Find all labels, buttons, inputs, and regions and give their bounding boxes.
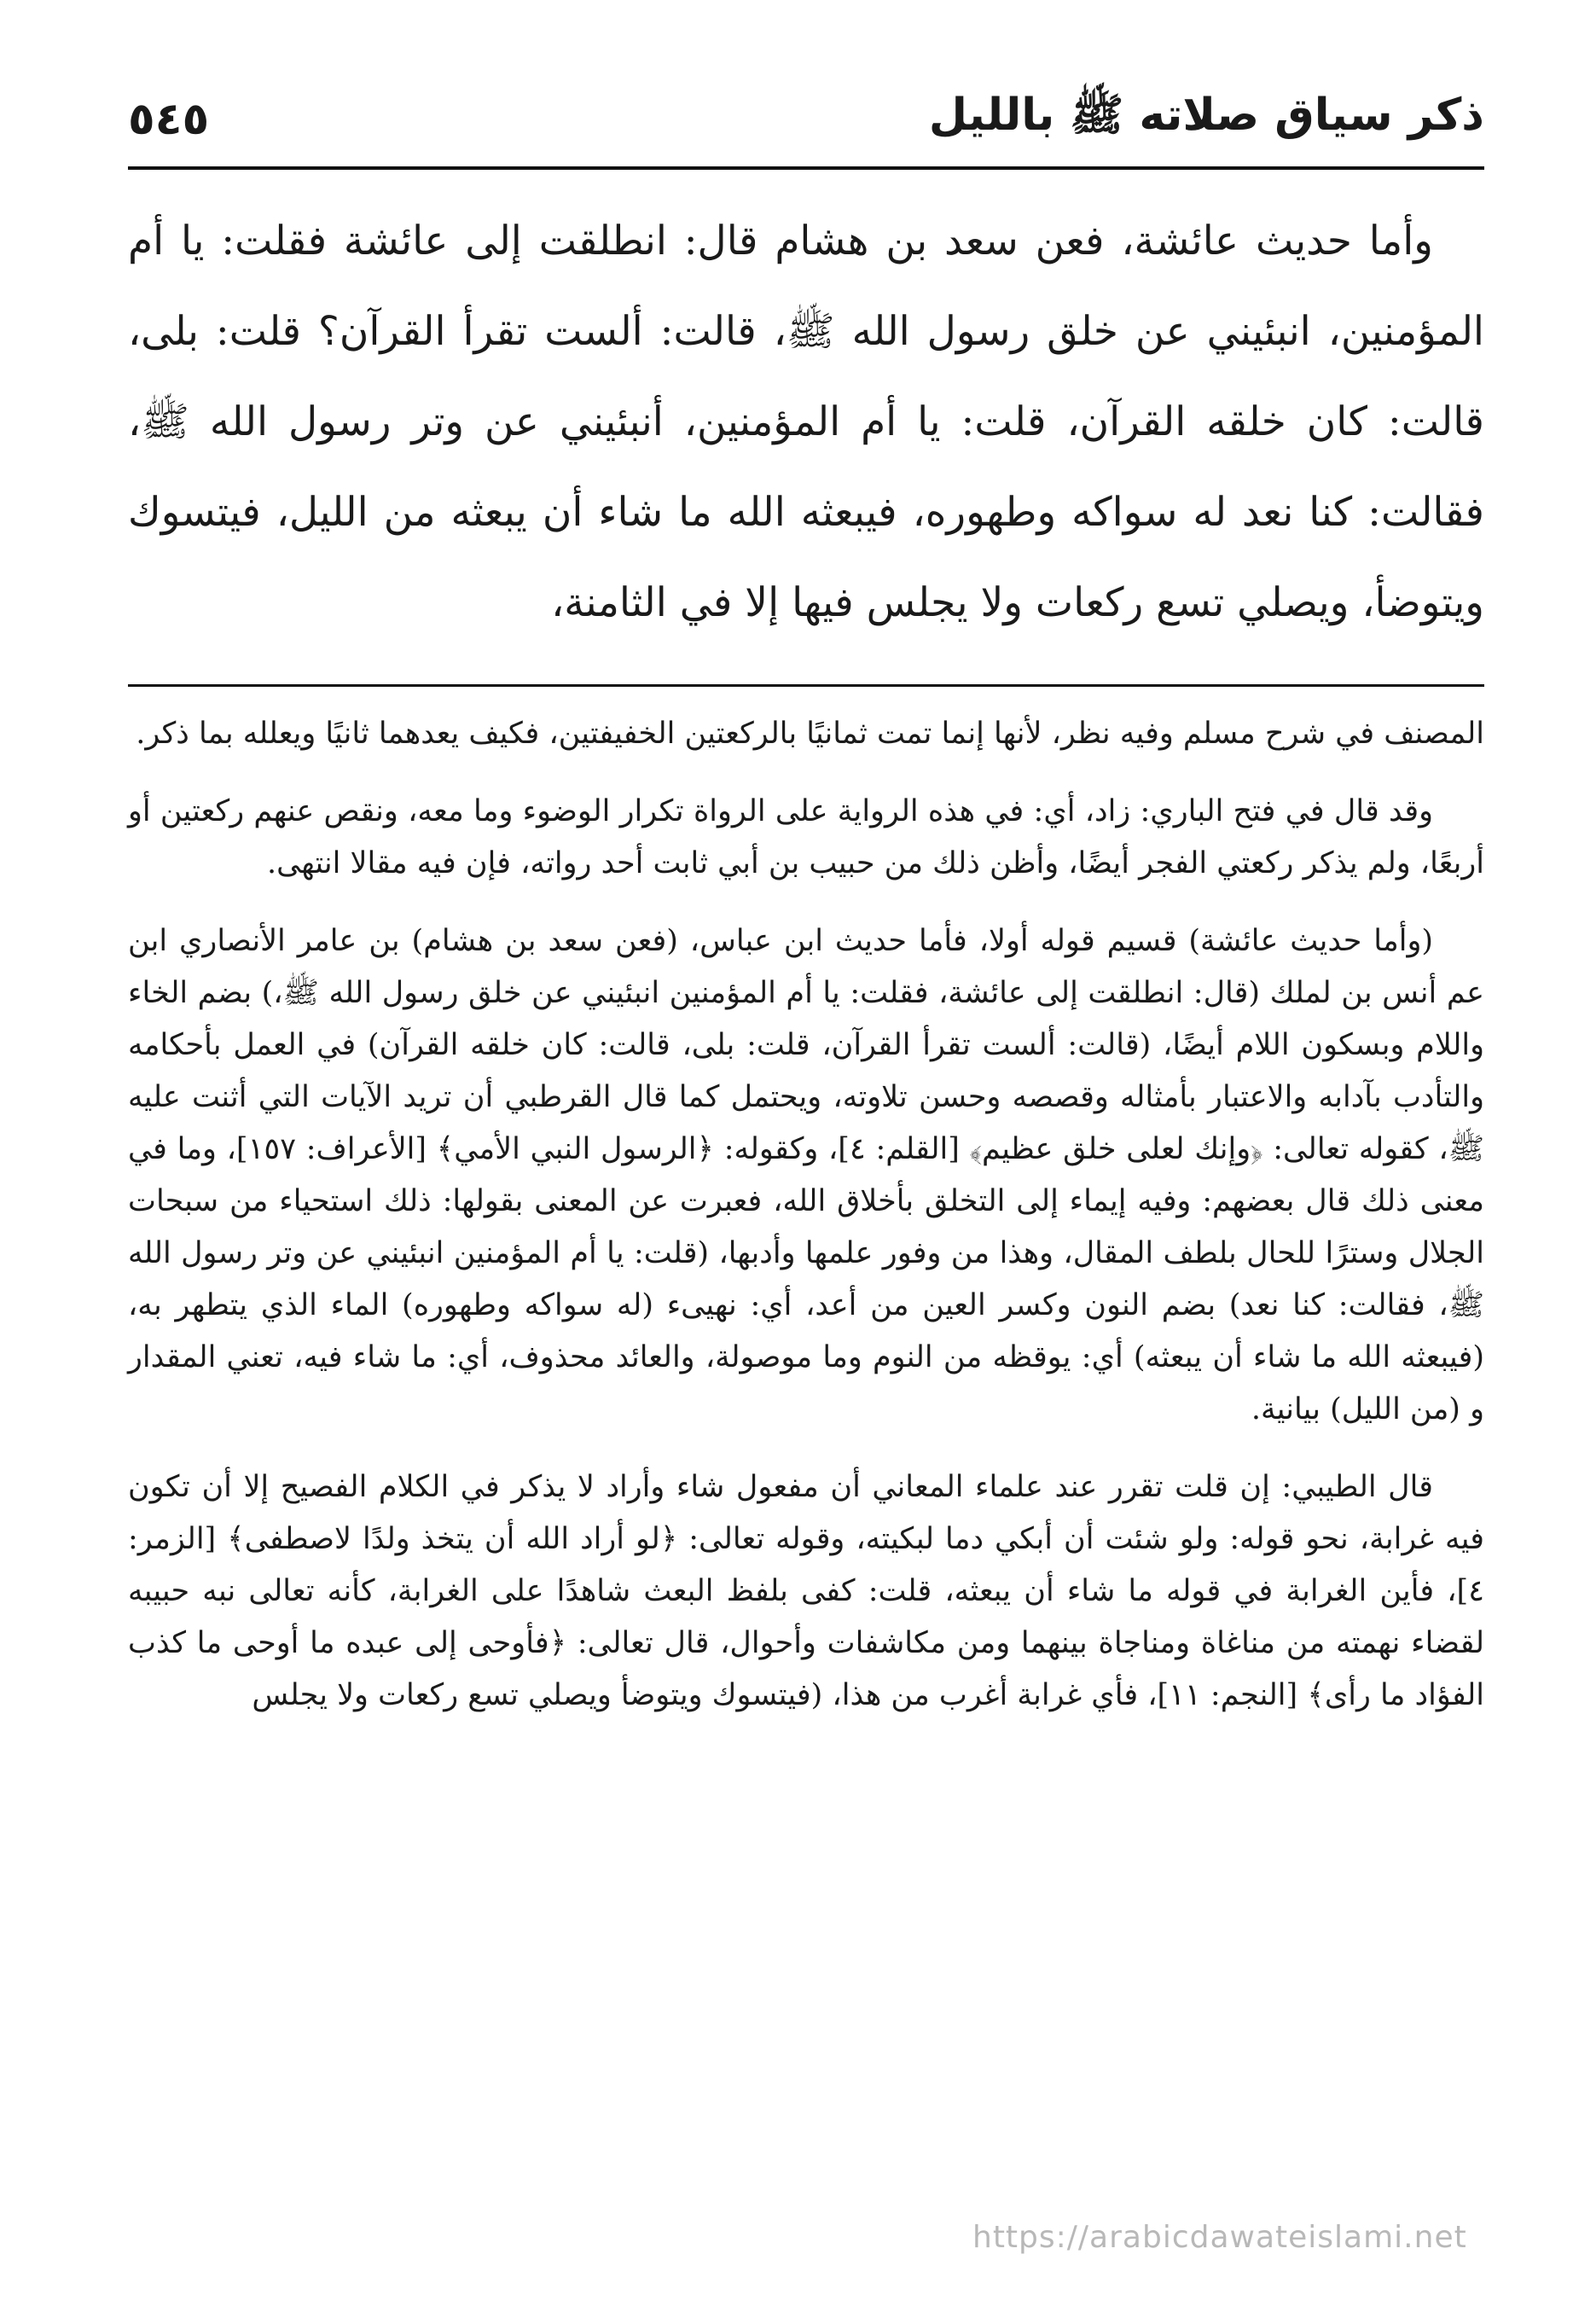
running-title: ذكر سياق صلاته ﷺ بالليل: [928, 89, 1484, 141]
page-header: [128, 81, 1484, 158]
main-hadith-text: وأما حديث عائشة، فعن سعد بن هشام قال: انطلقت إلى عائشة فقلت: يا أم المؤمنين، انبئيني عن خلق رسول الله ﷺ، قالت: ألست تقرأ القرآن؟ قلت: بلى، قالت: كان خلقه القرآن، قلت: يا أم المؤمنين، أنبئيني عن وتر رسول الله ﷺ، فقالت: كنا نعد له سواكه وطهوره، فيبعثه الله ما شاء أن يبعثه من الليل، فيتسوك ويتوضأ، ويصلي تسع ركعات ولا يجلس فيها إلا في الثامنة،: [128, 218, 1484, 626]
page-number: ٥٤٥: [128, 94, 210, 145]
commentary-paragraph: وقد قال في فتح الباري: زاد، أي: في هذه الرواية على الرواة تكرار الوضوء وما معه، ونقص عنهم ركعتين أو أربعًا، ولم يذكر ركعتي الفجر أيضًا، وأظن ذلك من حبيب بن أبي ثابت أحد رواته، فإن فيه مقالا انتهى.: [128, 794, 1484, 880]
commentary-section: [128, 708, 1484, 1747]
commentary-separator: [128, 684, 1484, 687]
page: [128, 81, 1484, 2265]
watermark-url: https://arabicdawateislami.net: [972, 2220, 1467, 2255]
commentary-paragraph: قال الطيبي: إن قلت تقرر عند علماء المعاني أن مفعول شاء وأراد لا يذكر في الكلام الفصيح إلا أن تكون فيه غرابة، نحو قوله: ولو شئت أن أبكي دما لبكيته، وقوله تعالى: ﴿لو أراد الله أن يتخذ ولدًا لاصطفى﴾ [الزمر: ٤]، فأين الغرابة في قوله ما شاء أن يبعثه، قلت: كفى بلفظ البعث شاهدًا على الغرابة، كأنه تعالى نبه حبيبه لقضاء نهمته من مناغاة ومناجاة بينهما ومن مكاشفات وأحوال، قال تعالى: ﴿فأوحى إلى عبده ما أوحى ما كذب الفؤاد ما رأى﴾ [النجم: ١١]، فأي غرابة أغرب من هذا، (فيتسوك ويتوضأ ويصلي تسع ركعات ولا يجلس: [128, 1470, 1484, 1712]
commentary-paragraph: (وأما حديث عائشة) قسيم قوله أولا، فأما حديث ابن عباس، (فعن سعد بن هشام) بن عامر الأنصاري ابن عم أنس بن لملك (قال: انطلقت إلى عائشة، فقلت: يا أم المؤمنين انبئيني عن خلق رسول الله ﷺ،) بضم الخاء واللام وبسكون اللام أيضًا، (قالت: ألست تقرأ القرآن، قلت: بلى، قالت: كان خلقه القرآن) في العمل بأحكامه والتأدب بآدابه والاعتبار بأمثاله وقصصه وحسن تلاوته، ويحتمل كما قال القرطبي أن تريد الآيات التي أثنت عليه ﷺ، كقوله تعالى: ﴿وإنك لعلى خلق عظيم﴾ [القلم: ٤]، وكقوله: ﴿الرسول النبي الأمي﴾ [الأعراف: ١٥٧]، وما في معنى ذلك قال بعضهم: وفيه إيماء إلى التخلق بأخلاق الله، فعبرت عن المعنى بقولها: ذلك استحياء من سبحات الجلال وسترًا للحال بلطف المقال، وهذا من وفور علمها وأدبها، (قلت: يا أم المؤمنين انبئيني عن وتر رسول الله ﷺ، فقالت: كنا نعد) بضم النون وكسر العين من أعد، أي: نهيىء (له سواكه وطهوره) الماء الذي يتطهر به، (فيبعثه الله ما شاء أن يبعثه) أي: يوقظه من النوم وما موصولة، والعائد محذوف، أي: ما شاء فيه، تعني المقدار و (من الليل) بيانية.: [128, 924, 1485, 1426]
header-rule: [128, 166, 1484, 170]
commentary-paragraph: المصنف في شرح مسلم وفيه نظر، لأنها إنما تمت ثمانيًا بالركعتين الخفيفتين، فكيف يعدهما ثانيًا ويعلله بما ذكر.: [136, 717, 1484, 751]
